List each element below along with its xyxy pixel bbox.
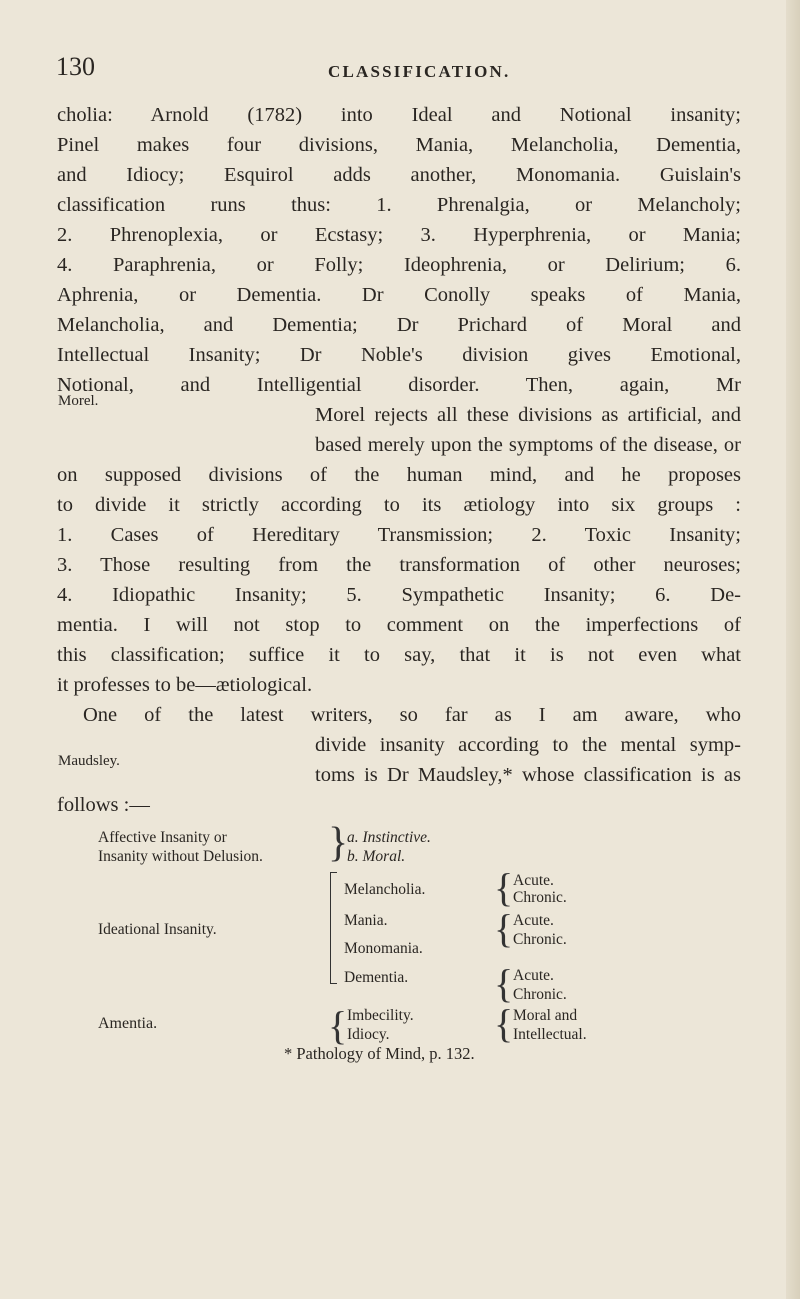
- brace-melancholia: {: [494, 865, 514, 910]
- text-line: it professes to be—ætiological.: [57, 674, 313, 696]
- text-line: on supposed divisions of the human mind, and he proposes: [57, 464, 741, 486]
- brace-dementia: {: [494, 961, 514, 1006]
- table-melancholia: Melancholia.: [344, 881, 426, 898]
- table-affective-line2: Insanity without Delusion.: [98, 848, 263, 865]
- text-line: toms is Dr Maudsley,* whose classification is as: [315, 764, 741, 786]
- text-line: Notional, and Intelligential disorder. Then, again, Mr: [57, 374, 741, 396]
- bracket-ideational: [330, 872, 337, 984]
- text-line: and Idiocy; Esquirol adds another, Monomania. Guislain's: [57, 164, 741, 186]
- text-line: cholia: Arnold (1782) into Ideal and Notional insanity;: [57, 104, 741, 126]
- text-line: Melancholia, and Dementia; Dr Prichard of Moral and: [57, 314, 741, 336]
- table-chronic: Chronic.: [513, 931, 567, 948]
- table-instinctive: a. Instinctive.: [347, 829, 431, 846]
- table-dementia: Dementia.: [344, 969, 409, 986]
- text-line: Aphrenia, or Dementia. Dr Conolly speaks of Mania,: [57, 284, 741, 306]
- table-acute: Acute.: [513, 912, 554, 929]
- text-line: divide insanity according to the mental symp-: [315, 734, 741, 756]
- text-line: mentia. I will not stop to comment on the imperfections of: [57, 614, 741, 636]
- table-chronic: Chronic.: [513, 986, 567, 1003]
- table-amentia: Amentia.: [98, 1015, 158, 1032]
- table-imbecility: Imbecility.: [347, 1007, 414, 1024]
- table-monomania: Monomania.: [344, 940, 423, 957]
- brace-mania: {: [494, 906, 514, 951]
- brace-affective: }: [328, 820, 349, 866]
- text-line: 2. Phrenoplexia, or Ecstasy; 3. Hyperphrenia, or Mania;: [57, 224, 741, 246]
- brace-moral-intellectual: {: [494, 1001, 514, 1046]
- page-edge: [786, 0, 800, 1299]
- text-line: based merely upon the symptoms of the disease, or: [315, 434, 741, 456]
- footnote: * Pathology of Mind, p. 132.: [284, 1044, 475, 1063]
- table-affective-line1: Affective Insanity or: [98, 829, 227, 846]
- text-line: Morel rejects all these divisions as artificial, and: [315, 404, 741, 426]
- table-intellectual: Intellectual.: [513, 1026, 587, 1043]
- page-number: 130: [56, 52, 95, 81]
- table-moral-and: Moral and: [513, 1007, 578, 1024]
- table-chronic: Chronic.: [513, 889, 567, 906]
- brace-amentia: {: [328, 1003, 348, 1048]
- text-line: 4. Paraphrenia, or Folly; Ideophrenia, or Delirium; 6.: [57, 254, 741, 276]
- margin-note-morel: Morel.: [58, 393, 99, 409]
- text-line: Intellectual Insanity; Dr Noble's division gives Emotional,: [57, 344, 741, 366]
- table-acute: Acute.: [513, 967, 554, 984]
- text-line: 4. Idiopathic Insanity; 5. Sympathetic Insanity; 6. De-: [57, 584, 741, 606]
- table-mania: Mania.: [344, 912, 388, 929]
- text-line: classification runs thus: 1. Phrenalgia, or Melancholy;: [57, 194, 741, 216]
- table-idiocy: Idiocy.: [347, 1026, 390, 1043]
- body-text: [57, 100, 741, 820]
- text-line: 1. Cases of Hereditary Transmission; 2. Toxic Insanity;: [57, 524, 741, 546]
- text-line: to divide it strictly according to its ætiology into six groups :: [57, 494, 741, 516]
- margin-note-maudsley: Maudsley.: [58, 753, 120, 769]
- text-line: 3. Those resulting from the transformation of other neuroses;: [57, 554, 741, 576]
- text-line: follows :—: [57, 794, 150, 816]
- table-ideational: Ideational Insanity.: [98, 921, 217, 938]
- text-line: Pinel makes four divisions, Mania, Melancholia, Dementia,: [57, 134, 741, 156]
- text-line: this classification; suffice it to say, that it is not even what: [57, 644, 741, 666]
- text-line: One of the latest writers, so far as I am aware, who: [83, 704, 741, 726]
- running-head: CLASSIFICATION.: [328, 62, 511, 81]
- table-acute: Acute.: [513, 872, 554, 889]
- table-moral: b. Moral.: [347, 848, 406, 865]
